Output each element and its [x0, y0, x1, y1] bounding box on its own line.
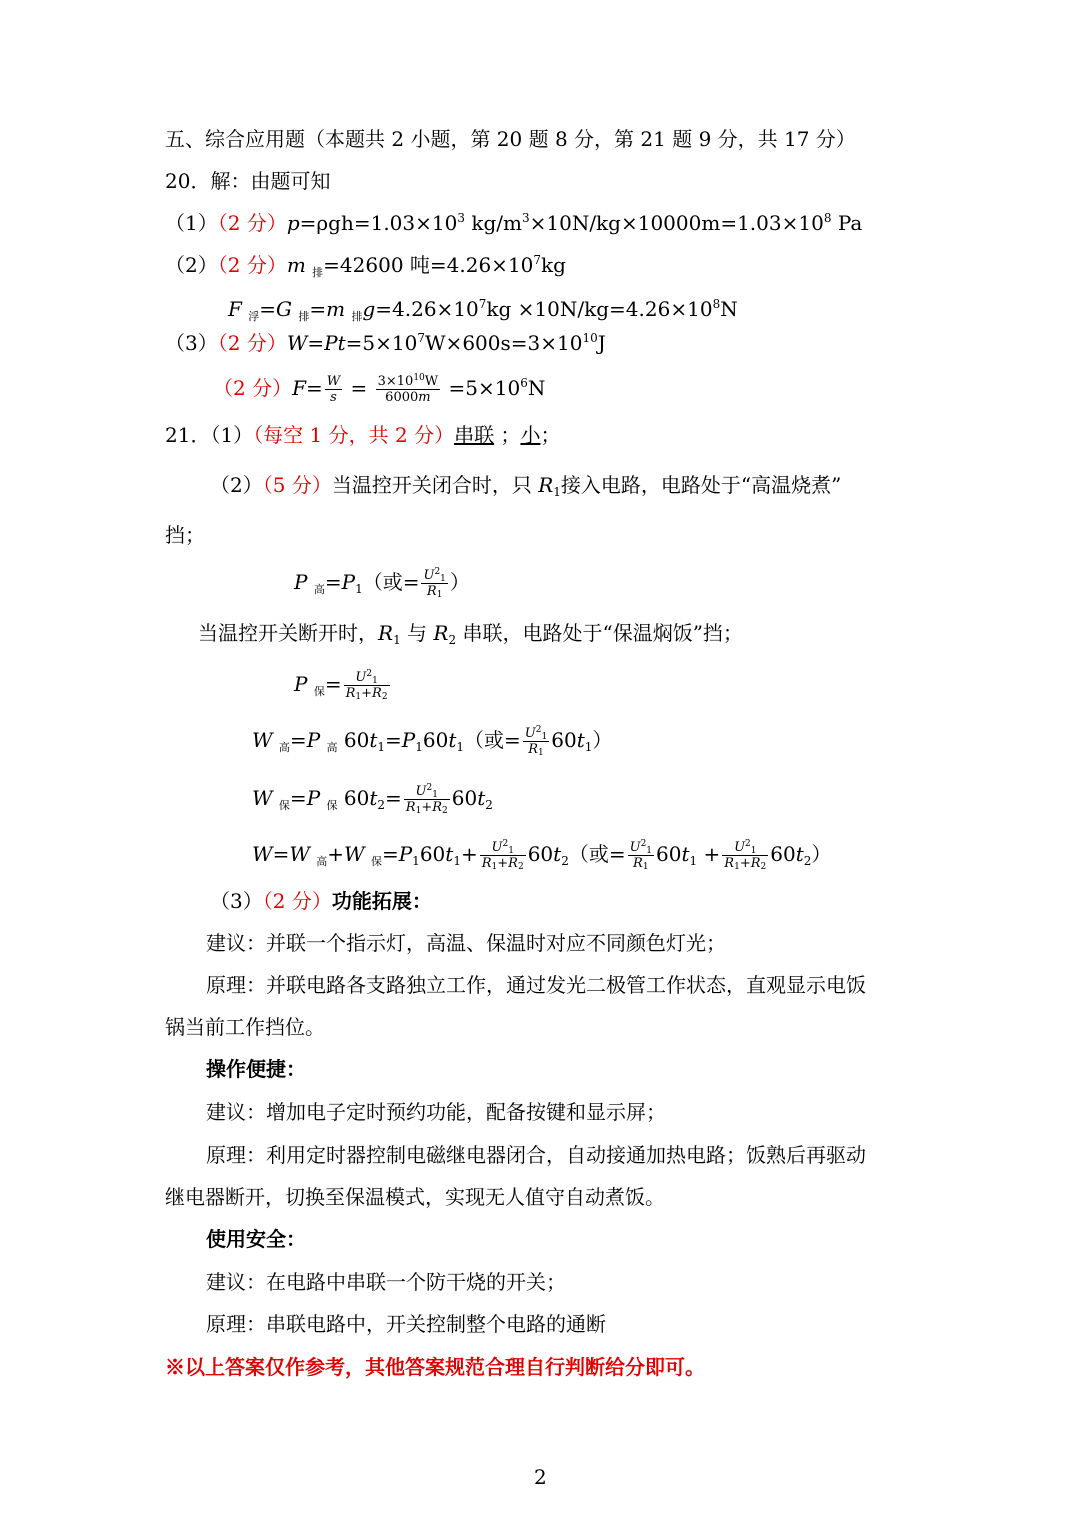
q21-part2-off: 当温控开关断开时，$R_1$ 与 $R_2$ 串联，电路处于“保温焖饭”挡；	[198, 621, 743, 647]
q20-part3: （3）（2 分）$W=Pt=5\times 10^7W\times 600s=3\times 10^{10}J$	[165, 331, 606, 355]
q21-part2: （2）（5 分）当温控开关闭合时，只 $R_1$接入电路，电路处于“高温烧煮”	[210, 473, 842, 499]
reference-note: ※以上答案仅作参考，其他答案规范合理自行判断给分即可。	[165, 1355, 705, 1379]
q21-part1: 21．（1）（每空 1 分，共 2 分）串联 ；小；	[165, 423, 561, 447]
principle-1b: 锅当前工作挡位。	[165, 1015, 325, 1039]
formula-p-high: P $_高=P_1$（或= $\frac{U^2_1}{R_1}$ ）	[294, 567, 470, 600]
q20-part4: （2 分）F= $\frac{W}{s}$ = $\frac{3\times 10^{10}W}{6000m}$ $=5\times 10^6N$	[213, 373, 546, 405]
principle-3: 原理：串联电路中，开关控制整个电路的通断	[206, 1312, 606, 1336]
q20-intro: 20．解：由题可知	[165, 169, 331, 193]
formula-w-high: W $_高$=P $_高$ $60t_1=P_160t_1$（或= $\frac{U^2_1}{R_1}$ $60t_1$）	[252, 725, 613, 758]
page-number: 2	[534, 1465, 547, 1489]
formula-w-keep: W $_保$=P $_保$ $60t_2=$ $\frac{U^2_1}{R_1+R_2}$ $60t_2$	[252, 783, 493, 816]
principle-2a: 原理：利用定时器控制电磁继电器闭合，自动接通加热电路；饭熟后再驱动	[206, 1143, 866, 1167]
suggestion-3: 建议：在电路中串联一个防干烧的开关；	[206, 1270, 566, 1294]
section-title: 五、综合应用题（本题共 2 小题，第 20 题 8 分，第 21 题 9 分，共 17 分）	[165, 127, 856, 151]
heading-safety: 使用安全：	[206, 1227, 306, 1251]
formula-p-keep: P $_保$= $\frac{U^2_1}{R_1+R_2}$	[294, 669, 388, 702]
q21-part3: （3）（2 分）功能拓展：	[210, 889, 432, 913]
heading-convenience: 操作便捷：	[206, 1057, 306, 1081]
q20-part2-buoyancy: F $_浮$=G $_排$=m $_排g=4.26\times 10^7kg \times 10N/kg=4.26\times 10^8N$	[228, 297, 738, 323]
suggestion-1: 建议：并联一个指示灯，高温、保温时对应不同颜色灯光；	[206, 931, 726, 955]
q21-part2-cont: 挡；	[165, 523, 205, 547]
principle-2b: 继电器断开，切换至保温模式，实现无人值守自动煮饭。	[165, 1185, 665, 1209]
q20-part1: （1）（2 分）$p=\rho gh=1.03\times 10^3$ $kg/m^3\times 10N/kg\times 10000m=1.03\times 10^8$ Pa	[165, 211, 863, 235]
q20-part2: （2）（2 分）m $_排$=42600 吨$=4.26\times 10^7kg$	[165, 253, 566, 279]
principle-1a: 原理：并联电路各支路独立工作，通过发光二极管工作状态，直观显示电饭	[206, 973, 866, 997]
formula-w-total: W=W $_高$+W $_保=P_160t_1+$ $\frac{U^2_1}{R_1+R_2}$ $60t_2$（或= $\frac{U^2_1}{R_1}$ $60t_1$ + $\frac{U^2_1}{R_1+R_2}$ $60t_2$）	[252, 839, 832, 872]
suggestion-2: 建议：增加电子定时预约功能，配备按键和显示屏；	[206, 1100, 666, 1124]
